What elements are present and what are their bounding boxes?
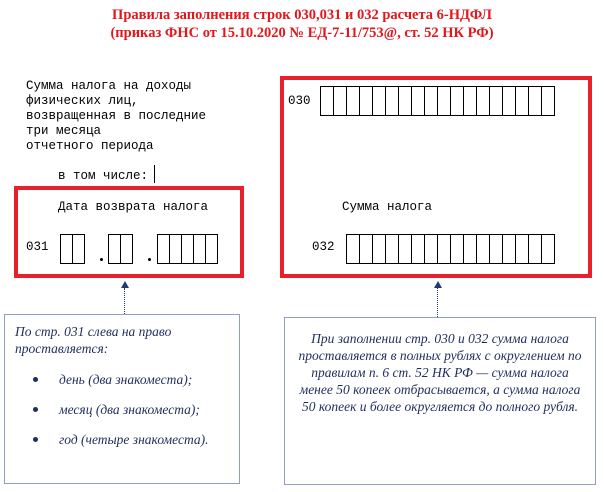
amount-cell[interactable] [463,86,477,116]
note-line-030-032: При заполнении стр. 030 и 032 сумма налога проставляется в полных рублях с округлением по правилам п. 6 ст. 52 НК РФ — сумма налога менее 50 копеек отбрасывается, а сумма налога 50 копеек и более округляется до полного рубля. [284,317,596,485]
amount-cell[interactable] [489,86,503,116]
amount-cell[interactable] [359,86,373,116]
page-title [0,6,604,42]
date-cell[interactable] [72,234,85,264]
line-030-code: 030 [288,94,311,108]
arrow-031-head [121,281,129,288]
amount-cell[interactable] [411,86,425,116]
text-cursor [154,165,155,183]
title-line-2: (приказ ФНС от 15.10.2020 № ЕД-7-11/753@, ст. 52 НК РФ) [110,25,494,41]
amount-cell[interactable] [424,86,438,116]
amount-cell[interactable] [502,86,516,116]
year-cells[interactable] [157,234,217,264]
line-031-code: 031 [26,240,49,254]
including-label: в том числе: [58,169,149,183]
amount-cell[interactable] [346,86,360,116]
tax-returned-text: Сумма налога на доходы физических лиц, возвращенная в последние три месяца отчетного периода [26,79,207,153]
amount-cell[interactable] [489,234,503,264]
amount-cell[interactable] [411,234,425,264]
amount-cell[interactable] [385,234,399,264]
amount-cell[interactable] [515,234,529,264]
date-cell[interactable] [120,234,133,264]
amount-cell[interactable] [333,86,347,116]
list-item: месяц (два знакоместа); [15,401,229,418]
amount-cell[interactable] [372,86,386,116]
list-item: день (два знакоместа); [15,371,229,388]
amount-cell[interactable] [372,234,386,264]
amount-cell[interactable] [541,86,555,116]
return-date-label: Дата возврата налога [58,200,209,214]
note-031-list [15,371,229,448]
amount-cell[interactable] [385,86,399,116]
amount-cell[interactable] [528,86,542,116]
date-separator [100,258,103,261]
amount-cell[interactable] [359,234,373,264]
list-item: год (четыре знакоместа). [15,431,229,448]
amount-cell[interactable] [437,86,451,116]
date-separator [148,258,151,261]
amount-cell[interactable] [528,234,542,264]
title-line-1: Правила заполнения строк 030,031 и 032 расчета 6-НДФЛ [112,7,492,23]
amount-cell[interactable] [476,86,490,116]
amount-cell[interactable] [450,86,464,116]
arrow-030-head [434,281,442,288]
amount-cell[interactable] [437,234,451,264]
tax-amount-label: Сумма налога [342,200,433,214]
amount-cell[interactable] [346,234,360,264]
line-030-cells[interactable] [320,86,554,116]
amount-cell[interactable] [463,234,477,264]
arrow-031-line [124,288,125,314]
line-032-code: 032 [312,240,335,254]
date-cell[interactable] [205,234,218,264]
month-cells[interactable] [108,234,132,264]
note-line-031 [4,314,240,484]
amount-cell[interactable] [502,234,516,264]
amount-cell[interactable] [541,234,555,264]
arrow-030-line [437,288,438,317]
line-032-cells[interactable] [346,234,554,264]
day-cells[interactable] [60,234,84,264]
note-031-intro: По стр. 031 слева на право проставляется: [15,324,172,356]
amount-cell[interactable] [450,234,464,264]
amount-cell[interactable] [476,234,490,264]
amount-cell[interactable] [424,234,438,264]
amount-cell[interactable] [398,86,412,116]
amount-cell[interactable] [398,234,412,264]
amount-cell[interactable] [320,86,334,116]
amount-cell[interactable] [515,86,529,116]
